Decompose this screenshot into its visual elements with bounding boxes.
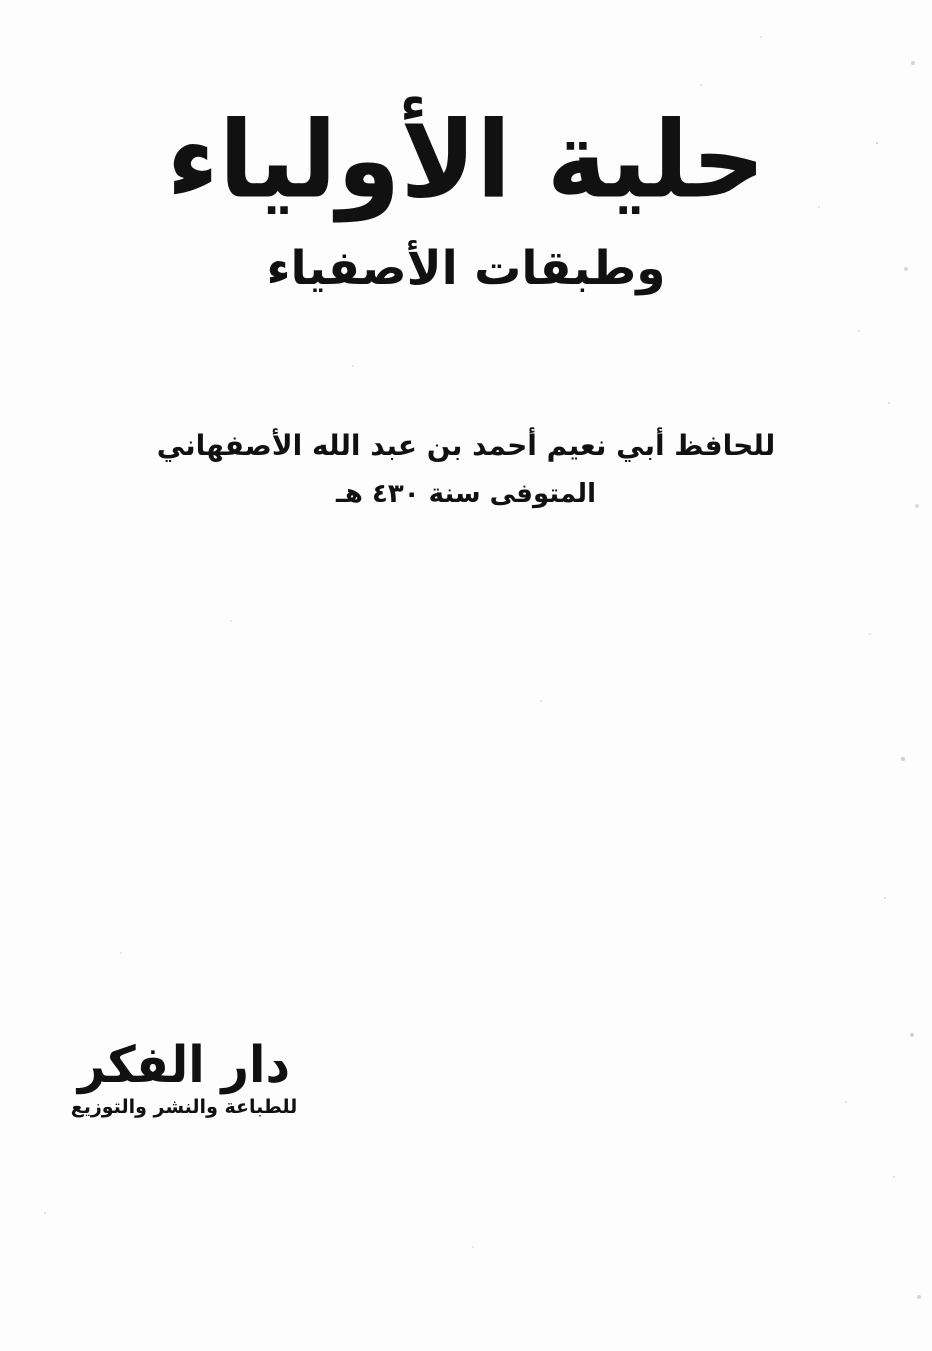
title-block [0,92,932,299]
book-subtitle: وطبقات الأصفياء [266,240,666,296]
publisher-tagline: للطباعة والنشر والتوزيع [70,1096,298,1119]
author-death-year: المتوفى سنة ٤٣٠ هـ [336,478,596,509]
book-title: حلية الأولياء [166,98,766,223]
publisher-logo: دار الفكر [77,1035,291,1095]
publisher-block [38,1035,330,1119]
author-block [0,424,932,509]
author-byline: للحافظ أبي نعيم أحمد بن عبد الله الأصفهاني [156,429,776,462]
scan-noise-artifacts [0,0,2,2]
